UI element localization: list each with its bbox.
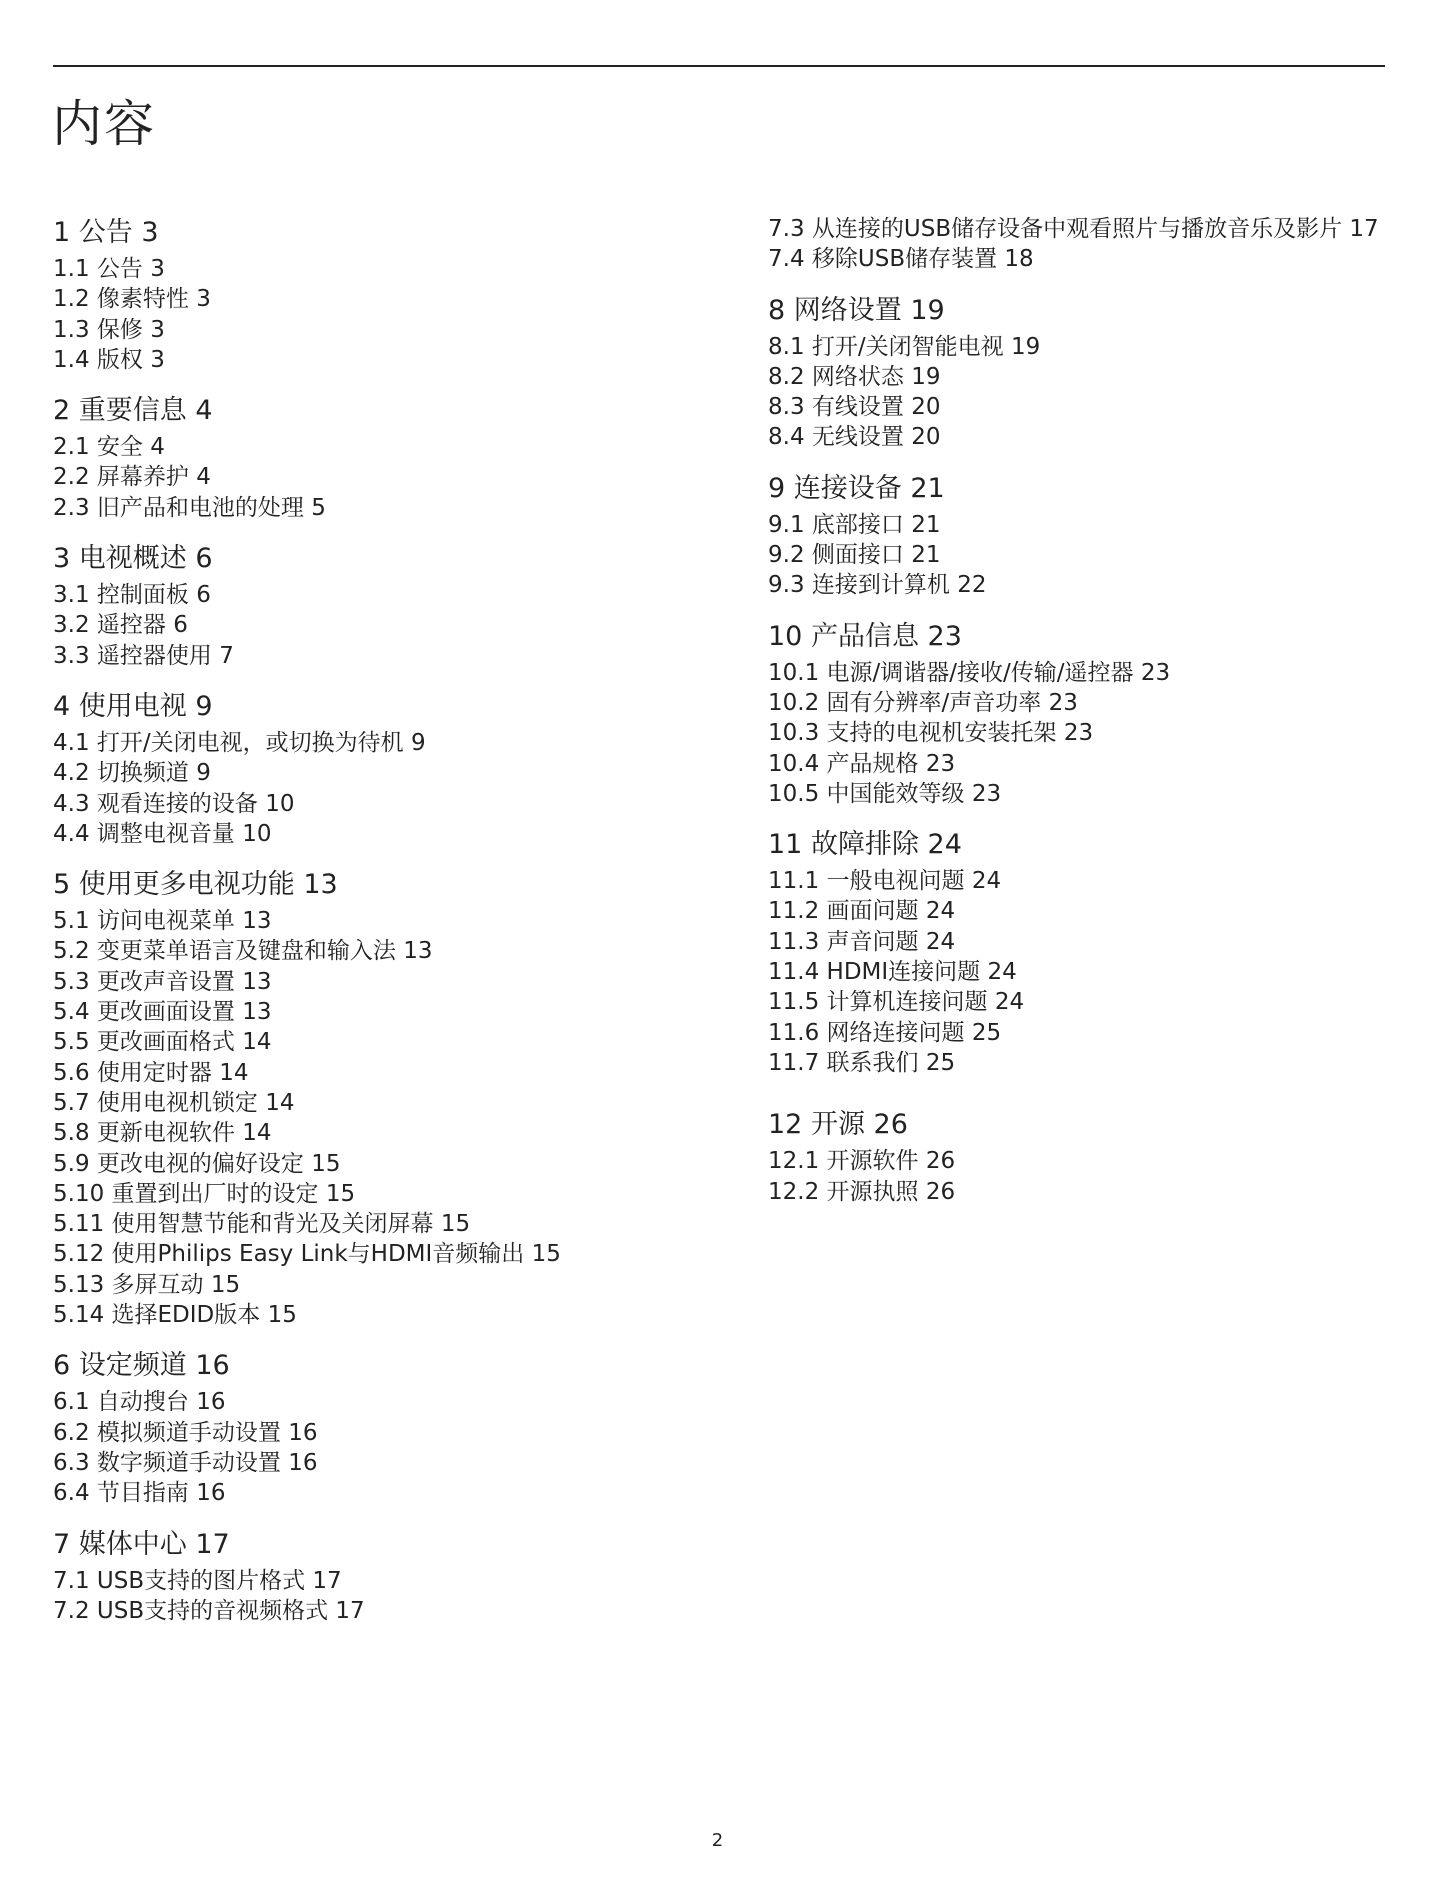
toc-item[interactable]: 11.4 HDMI连接问题 24 — [768, 959, 1017, 986]
toc-section-title[interactable]: 4 使用电视 9 — [53, 690, 213, 722]
toc-item[interactable]: 5.2 变更菜单语言及键盘和输入法 13 — [53, 938, 433, 965]
toc-item[interactable]: 7.2 USB支持的音视频格式 17 — [53, 1597, 365, 1624]
toc-item[interactable]: 6.4 节目指南 16 — [53, 1480, 226, 1507]
toc-item[interactable]: 5.7 使用电视机锁定 14 — [53, 1089, 295, 1116]
toc-item[interactable]: 12.2 开源执照 26 — [768, 1178, 956, 1205]
toc-item[interactable]: 7.4 移除USB储存装置 18 — [768, 246, 1034, 273]
toc-section-title[interactable]: 8 网络设置 19 — [768, 294, 945, 326]
toc-section-7-continued — [768, 214, 1388, 275]
toc-item[interactable]: 4.3 观看连接的设备 10 — [53, 790, 295, 817]
toc-item[interactable]: 10.4 产品规格 23 — [768, 750, 956, 777]
toc-item[interactable]: 10.3 支持的电视机安装托架 23 — [768, 720, 1094, 747]
toc-section-11 — [768, 826, 1388, 1078]
toc-item[interactable]: 5.4 更改画面设置 13 — [53, 999, 272, 1026]
toc-item[interactable]: 6.2 模拟频道手动设置 16 — [53, 1419, 318, 1446]
toc-section-5 — [53, 866, 713, 1330]
toc-item[interactable]: 7.1 USB支持的图片格式 17 — [53, 1567, 342, 1594]
toc-item[interactable]: 3.2 遥控器 6 — [53, 612, 188, 639]
toc-item[interactable]: 11.7 联系我们 25 — [768, 1049, 956, 1076]
page-title: 内容 — [52, 95, 156, 153]
toc-item[interactable]: 3.1 控制面板 6 — [53, 582, 211, 609]
toc-item[interactable]: 8.2 网络状态 19 — [768, 363, 941, 390]
toc-item[interactable]: 5.10 重置到出厂时的设定 15 — [53, 1180, 356, 1207]
toc-section-title[interactable]: 1 公告 3 — [53, 217, 159, 248]
toc-right-column — [768, 214, 1388, 1224]
toc-section-1 — [53, 214, 713, 375]
toc-section-title[interactable]: 7 媒体中心 17 — [53, 1528, 230, 1560]
toc-item[interactable]: 2.3 旧产品和电池的处理 5 — [53, 494, 326, 521]
page-number: 2 — [711, 1830, 724, 1851]
toc-item[interactable]: 3.3 遥控器使用 7 — [53, 642, 234, 669]
top-rule — [53, 65, 1385, 67]
toc-section-title[interactable]: 6 设定频道 16 — [53, 1350, 230, 1382]
toc-item[interactable]: 5.3 更改声音设置 13 — [53, 968, 272, 995]
toc-section-8 — [768, 292, 1388, 453]
toc-item[interactable]: 1.2 像素特性 3 — [53, 286, 211, 313]
toc-item[interactable]: 5.9 更改电视的偏好设定 15 — [53, 1150, 341, 1177]
toc-item[interactable]: 5.1 访问电视菜单 13 — [53, 908, 272, 935]
toc-section-title[interactable]: 3 电视概述 6 — [53, 543, 213, 575]
toc-item[interactable]: 11.2 画面问题 24 — [768, 898, 956, 925]
toc-section-title[interactable]: 11 故障排除 24 — [768, 829, 962, 861]
toc-item[interactable]: 8.3 有线设置 20 — [768, 394, 941, 421]
toc-item[interactable]: 5.13 多屏互动 15 — [53, 1271, 241, 1298]
toc-item[interactable]: 9.1 底部接口 21 — [768, 511, 941, 538]
toc-item[interactable]: 6.1 自动搜台 16 — [53, 1389, 226, 1416]
toc-left-column — [53, 214, 713, 1643]
toc-item[interactable]: 11.6 网络连接问题 25 — [768, 1019, 1002, 1046]
toc-item[interactable]: 9.3 连接到计算机 22 — [768, 572, 987, 599]
toc-item[interactable]: 11.5 计算机连接问题 24 — [768, 989, 1025, 1016]
toc-item[interactable]: 5.11 使用智慧节能和背光及关闭屏幕 15 — [53, 1211, 471, 1238]
toc-item[interactable]: 12.1 开源软件 26 — [768, 1148, 956, 1175]
toc-section-title[interactable]: 10 产品信息 23 — [768, 620, 962, 652]
toc-section-title[interactable]: 12 开源 26 — [768, 1109, 908, 1141]
toc-section-3 — [53, 540, 713, 671]
toc-item[interactable]: 5.5 更改画面格式 14 — [53, 1029, 272, 1056]
toc-section-10 — [768, 618, 1388, 809]
toc-section-title[interactable]: 2 重要信息 4 — [53, 395, 213, 427]
toc-item[interactable]: 10.1 电源/调谐器/接收/传输/遥控器 23 — [768, 659, 1171, 686]
toc-item[interactable]: 8.4 无线设置 20 — [768, 424, 941, 451]
toc-item[interactable]: 10.5 中国能效等级 23 — [768, 780, 1002, 807]
toc-item[interactable]: 1.4 版权 3 — [53, 346, 165, 373]
toc-item[interactable]: 4.1 打开/关闭电视，或切换为待机 9 — [53, 729, 426, 756]
toc-section-12 — [768, 1106, 1388, 1207]
toc-item[interactable]: 10.2 固有分辨率/声音功率 23 — [768, 689, 1078, 716]
toc-item[interactable]: 5.12 使用Philips Easy Link与HDMI音频输出 15 — [53, 1241, 561, 1268]
toc-item[interactable]: 11.1 一般电视问题 24 — [768, 868, 1002, 895]
toc-item[interactable]: 2.1 安全 4 — [53, 434, 165, 461]
toc-item[interactable]: 2.2 屏幕养护 4 — [53, 464, 211, 491]
toc-item[interactable]: 5.8 更新电视软件 14 — [53, 1120, 272, 1147]
toc-item[interactable]: 9.2 侧面接口 21 — [768, 542, 941, 569]
toc-item[interactable]: 7.3 从连接的USB储存设备中观看照片与播放音乐及影片 17 — [768, 216, 1379, 242]
toc-item[interactable]: 11.3 声音问题 24 — [768, 928, 956, 955]
toc-item[interactable]: 6.3 数字频道手动设置 16 — [53, 1449, 318, 1476]
toc-section-9 — [768, 470, 1388, 601]
toc-section-7 — [53, 1526, 713, 1627]
toc-section-4 — [53, 688, 713, 849]
toc-item[interactable]: 5.14 选择EDID版本 15 — [53, 1302, 297, 1329]
toc-section-2 — [53, 392, 713, 523]
toc-section-title[interactable]: 9 连接设备 21 — [768, 472, 945, 504]
toc-item[interactable]: 8.1 打开/关闭智能电视 19 — [768, 333, 1041, 360]
toc-item[interactable]: 1.3 保修 3 — [53, 316, 165, 343]
toc-section-title[interactable]: 5 使用更多电视功能 13 — [53, 869, 338, 901]
toc-item[interactable]: 4.2 切换频道 9 — [53, 760, 211, 787]
toc-item[interactable]: 4.4 调整电视音量 10 — [53, 820, 272, 847]
toc-item[interactable]: 1.1 公告 3 — [53, 256, 165, 282]
toc-section-6 — [53, 1347, 713, 1508]
toc-item[interactable]: 5.6 使用定时器 14 — [53, 1059, 249, 1086]
